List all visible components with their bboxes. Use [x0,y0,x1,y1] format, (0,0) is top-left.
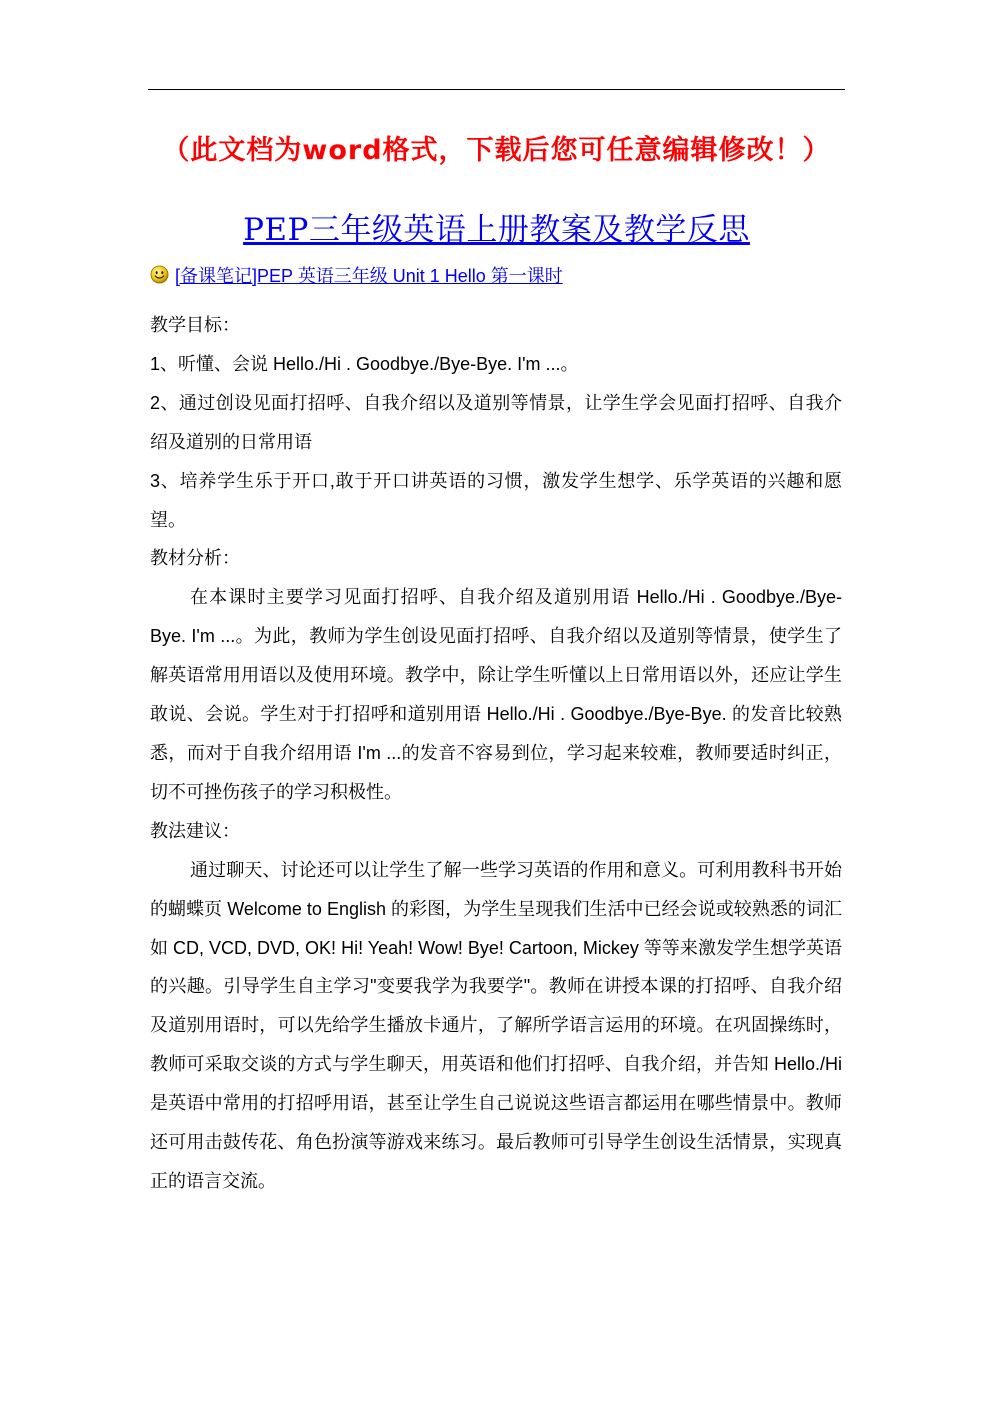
document-title[interactable]: PEP三年级英语上册教案及教学反思 [243,212,750,248]
suggestions-paragraph: 通过聊天、讨论还可以让学生了解一些学习英语的作用和意义。可利用教科书开始的蝴蝶页 Welcome to English 的彩图，为学生呈现我们生活中已经会说或较熟悉的词汇如 CD, VCD, DVD, OK! Hi! Yeah! Wow! Bye! Cartoon, Mickey 等等来激发学生想学英语的兴趣。引导学生自主学习"变要我学为我要学"。教师在讲授本课的打招呼、自我介绍及道别用语时，可以先给学生播放卡通片，了解所学语言运用的环境。在巩固操练时，教师可采取交谈的方式与学生聊天，用英语和他们打招呼、自我介绍，并告知 Hello./Hi 是英语中常用的打招呼用语，甚至让学生自己说说这些语言都运用在哪些情景中。教师还可用击鼓传花、角色扮演等游戏来练习。最后教师可引导学生创设生活情景，实现真正的语言交流。 [150,859,842,1191]
header-rule [148,89,845,90]
format-notice: （此文档为word格式，下载后您可任意编辑修改！） [162,135,831,166]
lesson-link-row [150,262,563,288]
lesson-link[interactable]: [备课笔记]PEP 英语三年级 Unit 1 Hello 第一课时 [175,266,563,286]
document-body [150,306,842,1201]
objective-item-3: 3、培养学生乐于开口,敢于开口讲英语的习惯，激发学生想学、乐学英语的兴趣和愿望。 [150,470,842,530]
section-heading-suggestions: 教法建议： [150,820,240,841]
objective-item-2: 2、通过创设见面打招呼、自我介绍以及道别等情景，让学生学会见面打招呼、自我介绍及道别的日常用语 [150,392,842,452]
objective-item-1: 1、听懂、会说 Hello./Hi . Goodbye./Bye-Bye. I'm ...。 [150,353,579,374]
analysis-paragraph: 在本课时主要学习见面打招呼、自我介绍及道别用语 Hello./Hi . Goodbye./Bye-Bye. I'm ...。为此，教师为学生创设见面打招呼、自我介绍以及道别等情景，使学生了解英语常用用语以及使用环境。教学中，除让学生听懂以上日常用语以外，还应让学生敢说、会说。学生对于打招呼和道别用语 Hello./Hi . Goodbye./Bye-Bye. 的发音比较熟悉，而对于自我介绍用语 I'm ...的发音不容易到位，学习起来较难，教师要适时纠正，切不可挫伤孩子的学习积极性。 [150,587,842,802]
smiley-face-icon [150,265,169,284]
section-heading-objectives: 教学目标： [150,315,240,335]
section-heading-analysis: 教材分析： [150,548,240,569]
